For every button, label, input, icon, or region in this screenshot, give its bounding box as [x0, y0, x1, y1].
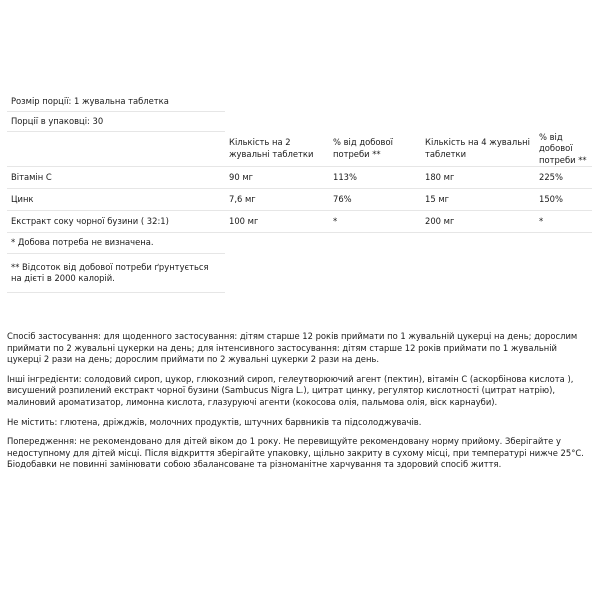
serving-size-row: [7, 92, 592, 112]
amount-2: 7,6 мг: [225, 189, 329, 211]
servings-per-pack: Порції в упаковці: 30: [7, 112, 225, 132]
dv-4: 225%: [535, 167, 592, 189]
table-row: [7, 167, 592, 189]
header-dv-4: % від добової потреби **: [535, 132, 592, 167]
footnote-daily-value-basis: ** Відсоток від добової потреби ґрунтується на дієті в 2000 калорій.: [7, 254, 225, 293]
table-row: [7, 189, 592, 211]
footnote-row: [7, 254, 592, 293]
footnote-row: [7, 233, 592, 254]
usage-paragraph: Спосіб застосування: для щоденного застосування: дітям старше 12 років приймати по 1 жувальній цукерці на день; дорослим приймати по 2 жувальні цукерки на день; для інтенсивного застосування: дітям старше 12 років приймати по 1 жувальній цукерці 2 рази на день; дорослим приймати по 2 жувальні цукерки 2 рази на день.: [7, 331, 578, 365]
supplement-facts-table: [7, 92, 592, 293]
serving-size: Розмір порції: 1 жувальна таблетка: [7, 92, 225, 112]
dv-4: 150%: [535, 189, 592, 211]
table-header-row: [7, 132, 592, 167]
amount-2: 100 мг: [225, 211, 329, 233]
dv-4: *: [535, 211, 592, 233]
header-dv-2: % від добової потреби **: [329, 132, 421, 167]
footnote-daily-value-undefined: * Добова потреба не визначена.: [7, 233, 225, 254]
ingredients-paragraph: Інші інгредієнти: солодовий сироп, цукор, глюкозний сироп, гелеутворюючий агент (пектин), вітамін С (аскорбінова кислота ), висушений розпилений екстракт чорної бузини (Sambucus Nigra L.), цитрат цинку, регулятор кислотності (цитрат натрію), малиновий ароматизатор, лимонна кислота, глазуруючі агенти (кокосова олія, пальмова олія, віск карнауби).: [7, 373, 574, 407]
amount-4: 15 мг: [421, 189, 535, 211]
dv-2: *: [329, 211, 421, 233]
amount-2: 90 мг: [225, 167, 329, 189]
amount-4: 180 мг: [421, 167, 535, 189]
table-row: [7, 211, 592, 233]
nutrient-name: Вітамін С: [7, 167, 225, 189]
warning-paragraph: Попередження: не рекомендовано для дітей віком до 1 року. Не перевищуйте рекомендовану норму прийому. Зберігайте у недоступному для дітей місці. Після відкриття зберігайте упаковку, щільно закриту в сухому місці, при температурі нижче 25°С. Біодобавки не повинні замінювати собою збалансоване та різноманітне харчування та здоровий спосіб життя.: [7, 436, 584, 470]
servings-per-pack-row: [7, 112, 592, 132]
header-amount-4: Кількість на 4 жувальні таблетки: [421, 132, 535, 167]
nutrient-name: Цинк: [7, 189, 225, 211]
free-from-paragraph: Не містить: глютена, дріжджів, молочних продуктів, штучних барвників та підсолоджувачів.: [7, 416, 422, 427]
product-description: [7, 331, 593, 479]
header-amount-2: Кількість на 2 жувальні таблетки: [225, 132, 329, 167]
amount-4: 200 мг: [421, 211, 535, 233]
dv-2: 113%: [329, 167, 421, 189]
dv-2: 76%: [329, 189, 421, 211]
nutrient-name: Екстракт соку чорної бузини ( 32:1): [7, 211, 225, 233]
